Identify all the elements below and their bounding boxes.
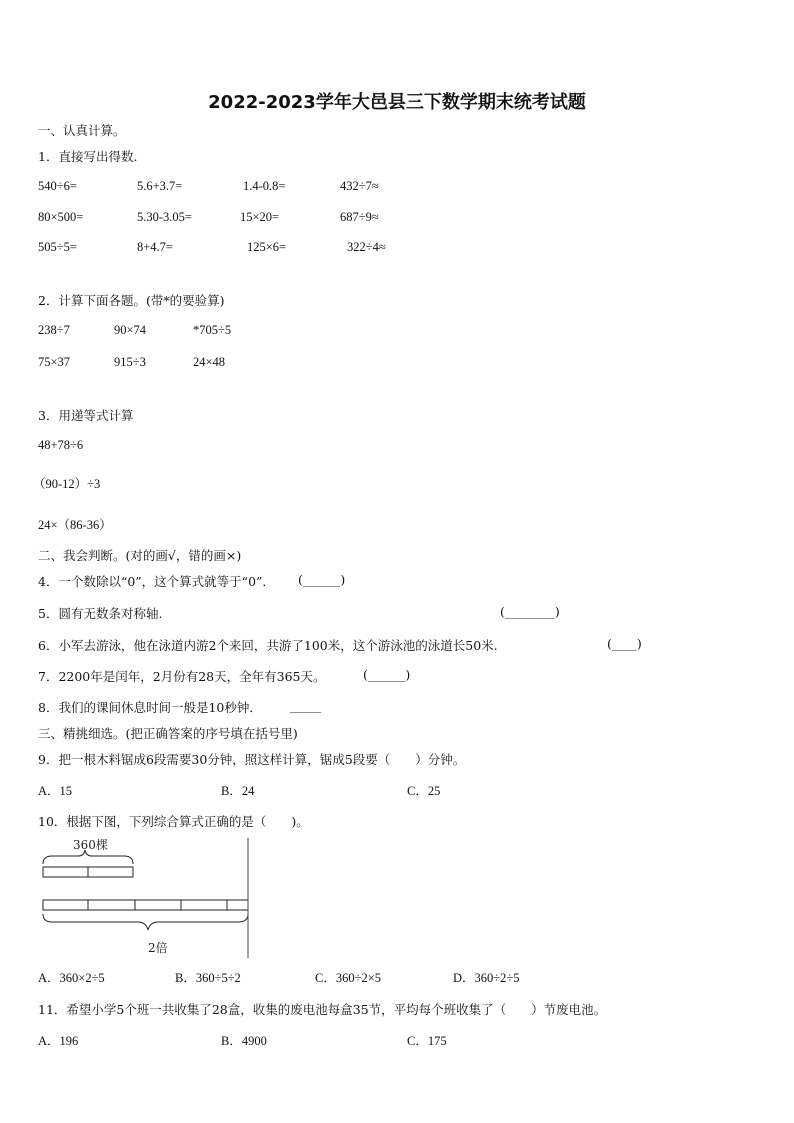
q10-option-d[interactable]: D．360÷2÷5 — [453, 971, 520, 985]
q1-cell: 432÷7≈ — [340, 179, 379, 193]
q10-option-a[interactable]: A．360×2÷5 — [38, 971, 105, 985]
page-title: 2022-2023学年大邑县三下数学期末统考试题 — [208, 92, 586, 113]
q7-answer-blank[interactable]: (______) — [363, 667, 411, 682]
q1-cell: 5.30-3.05= — [137, 210, 192, 224]
q1-cell: 125×6= — [247, 240, 287, 254]
q1-cell: 5.6+3.7= — [137, 179, 183, 193]
question-2-label: 2．计算下面各题。(带*的要验算) — [38, 293, 225, 308]
q8-answer-blank[interactable]: _____ — [290, 698, 322, 713]
q2-cell: *705÷5 — [193, 323, 232, 337]
q1-cell: 505÷5= — [38, 240, 77, 254]
section-heading-3: 三、精挑细选。(把正确答案的序号填在括号里) — [38, 726, 298, 741]
q11-option-a[interactable]: A．196 — [38, 1034, 79, 1048]
diagram-bottom-label: 2倍 — [148, 941, 168, 955]
q3-item: 48+78÷6 — [38, 438, 84, 452]
q11-text: 11．希望小学5个班一共收集了28盒，收集的废电池每盒35节，平均每个班收集了（ ）节废电池。 — [38, 1002, 607, 1017]
section-heading-2: 二、我会判断。(对的画√，错的画×) — [38, 548, 242, 563]
q1-cell: 540÷6= — [38, 179, 77, 193]
q1-cell: 687÷9≈ — [340, 210, 379, 224]
question-1-label: 1．直接写出得数. — [38, 149, 138, 164]
q2-cell: 75×37 — [38, 355, 71, 369]
q1-cell: 8+4.7= — [137, 240, 173, 254]
q9-option-a[interactable]: A．15 — [38, 784, 73, 798]
q9-option-b[interactable]: B．24 — [221, 784, 255, 798]
q4-answer-blank[interactable]: (______) — [298, 572, 346, 587]
q2-cell: 915÷3 — [114, 355, 146, 369]
q8-text: 8．我们的课间休息时间一般是10秒钟． — [38, 700, 262, 715]
section-heading-1: 一、认真计算。 — [38, 123, 126, 138]
q2-cell: 24×48 — [193, 355, 226, 369]
q10-option-b[interactable]: B．360÷5÷2 — [175, 971, 241, 985]
q3-item: （90-12）÷3 — [33, 477, 101, 491]
q10-option-c[interactable]: C．360÷2×5 — [315, 971, 381, 985]
q11-option-b[interactable]: B．4900 — [221, 1034, 267, 1048]
q1-cell: 15×20= — [240, 210, 280, 224]
q7-text: 7．2200年是闰年，2月份有28天，全年有365天。 — [38, 669, 326, 684]
bottom-brace — [43, 914, 248, 930]
q3-item: 24×（86-36） — [38, 518, 112, 532]
q6-text: 6．小军去游泳，他在泳道内游2个来回，共游了100米，这个游泳池的泳道长50米. — [38, 638, 498, 653]
q10-bar-diagram — [38, 836, 253, 960]
q5-answer-blank[interactable]: (________) — [500, 604, 560, 619]
q2-cell: 90×74 — [114, 323, 147, 337]
q2-cell: 238÷7 — [38, 323, 70, 337]
q9-option-c[interactable]: C．25 — [407, 784, 441, 798]
q10-text: 10．根据下图，下列综合算式正确的是（ )。 — [38, 814, 309, 829]
bottom-bar — [43, 900, 248, 910]
top-brace — [43, 850, 133, 864]
q4-text: 4．一个数除以“0”，这个算式就等于“0”． — [38, 574, 275, 589]
q5-text: 5．圆有无数条对称轴. — [38, 606, 163, 621]
question-3-label: 3．用递等式计算 — [38, 408, 134, 423]
q6-answer-blank[interactable]: (____) — [607, 636, 642, 651]
q9-text: 9．把一根木料锯成6段需要30分钟，照这样计算，锯成5段要（ ）分钟。 — [38, 752, 466, 767]
q1-cell: 1.4-0.8= — [243, 179, 286, 193]
diagram-top-label: 360棵 — [73, 838, 108, 852]
q1-cell: 80×500= — [38, 210, 84, 224]
q11-option-c[interactable]: C．175 — [407, 1034, 447, 1048]
q1-cell: 322÷4≈ — [347, 240, 386, 254]
